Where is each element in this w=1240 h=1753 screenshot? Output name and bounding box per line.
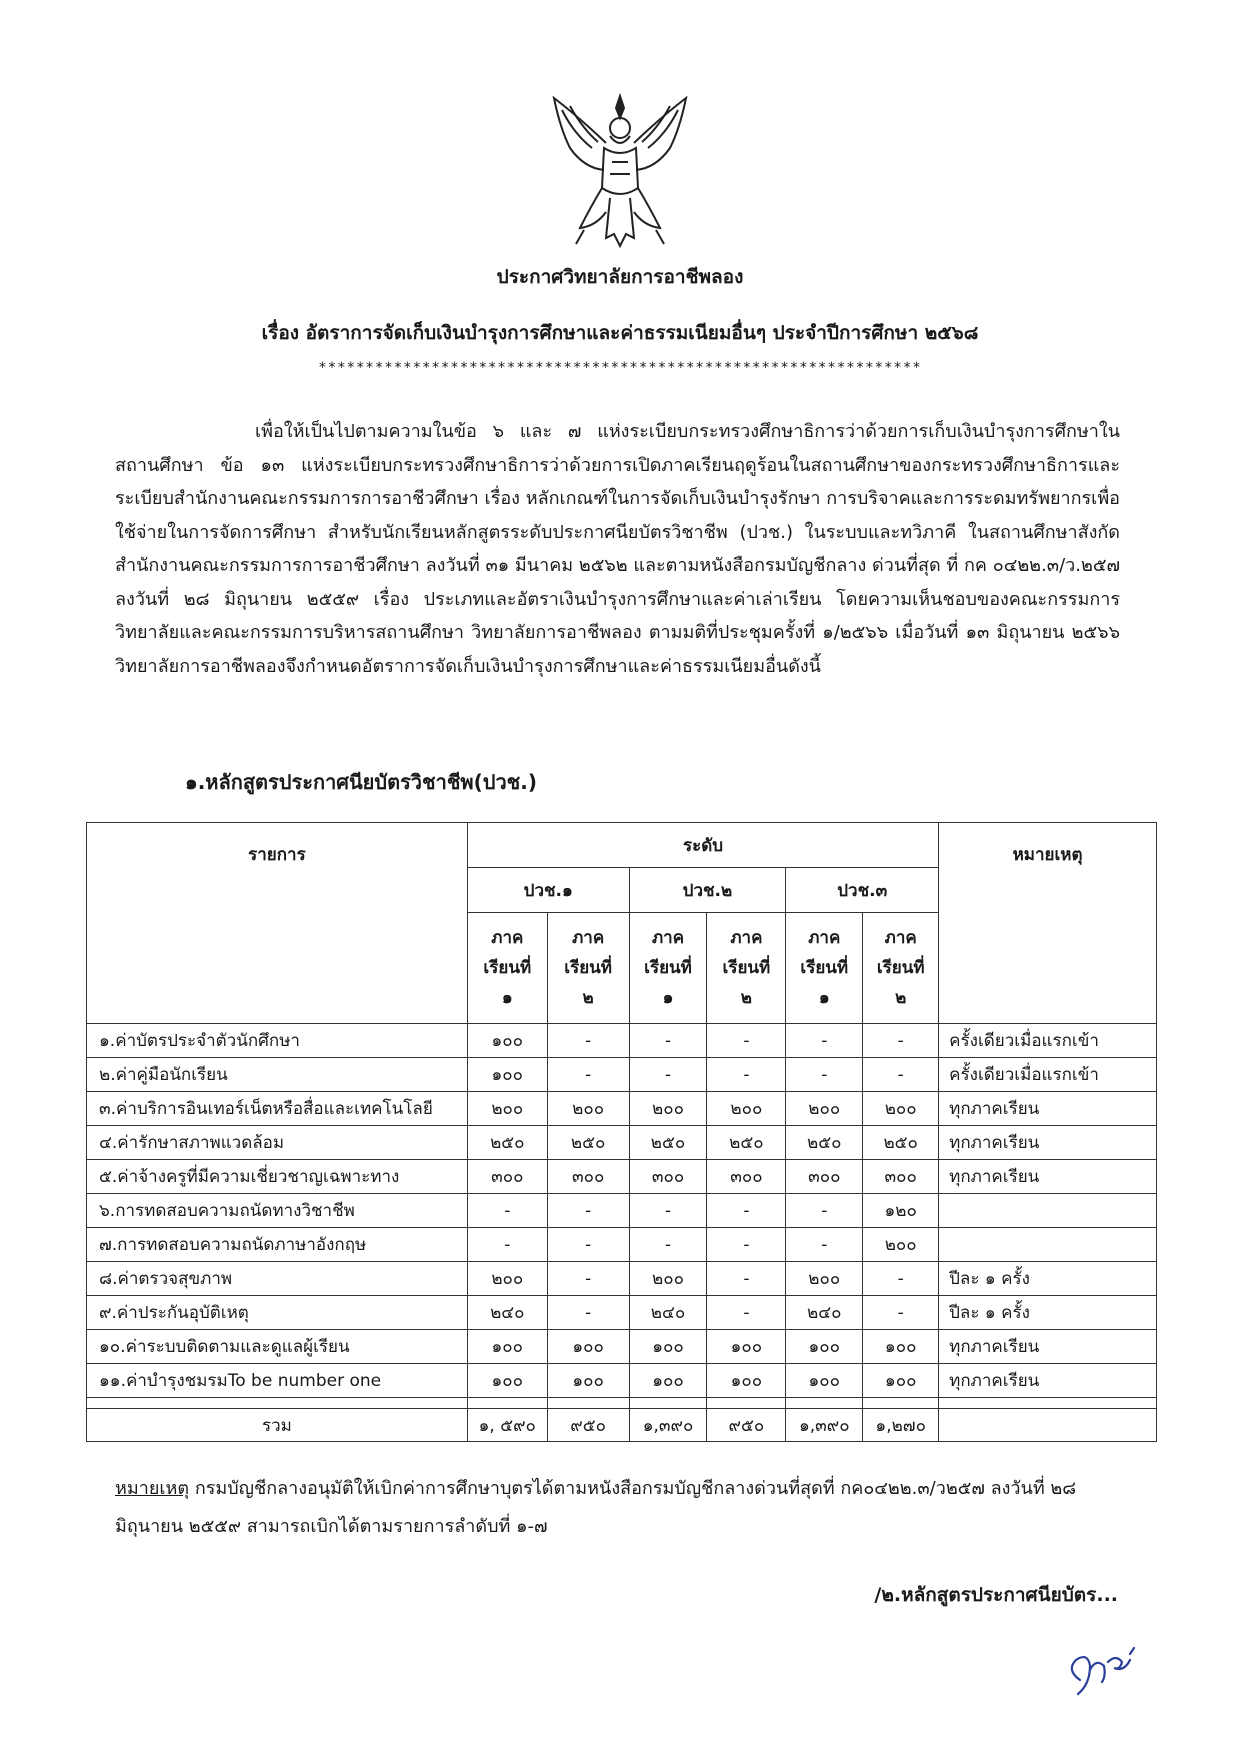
total-label: รวม — [87, 1409, 468, 1442]
row-item-label: ๔.ค่ารักษาสภาพแวดล้อม — [87, 1126, 468, 1160]
row-fee-value: ๒๔๐ — [629, 1296, 707, 1330]
row-fee-value: ๓๐๐ — [629, 1160, 707, 1194]
row-fee-value: ๒๐๐ — [707, 1092, 786, 1126]
total-value: ๑,๓๙๐ — [629, 1409, 707, 1442]
row-note — [939, 1228, 1157, 1262]
row-item-label: ๓.ค่าบริการอินเทอร์เน็ตหรือสื่อและเทคโนโลยี — [87, 1092, 468, 1126]
garuda-emblem-icon — [540, 88, 700, 256]
total-value: ๑,๒๗๐ — [863, 1409, 939, 1442]
row-fee-value: - — [707, 1194, 786, 1228]
row-item-label: ๖.การทดสอบความถนัดทางวิชาชีพ — [87, 1194, 468, 1228]
row-fee-value: - — [707, 1024, 786, 1058]
row-fee-value: ๒๐๐ — [863, 1092, 939, 1126]
header-term — [547, 913, 629, 1024]
spacer-cell — [863, 1398, 939, 1409]
spacer-cell — [547, 1398, 629, 1409]
row-fee-value: ๓๐๐ — [707, 1160, 786, 1194]
announcement-body — [115, 415, 1120, 683]
institution-title: ประกาศวิทยาลัยการอาชีพลอง — [496, 266, 744, 288]
row-note: ทุกภาคเรียน — [939, 1160, 1157, 1194]
row-fee-value: - — [786, 1024, 863, 1058]
spacer-cell — [467, 1398, 547, 1409]
header-term-line: ภาค — [572, 928, 605, 948]
row-fee-value: - — [707, 1058, 786, 1092]
header-term-line: ๒ — [895, 988, 907, 1008]
header-term — [786, 913, 863, 1024]
header-term — [467, 913, 547, 1024]
row-fee-value: ๒๕๐ — [786, 1126, 863, 1160]
body-paragraph: เพื่อให้เป็นไปตามความในข้อ ๖ และ ๗ แห่งระเบียบกระทรวงศึกษาธิการว่าด้วยการเก็บเงินบำรุงการศึกษาในสถานศึกษา ข้อ ๑๓ แห่งระเบียบกระทรวงศึกษาธิการว่าด้วยการเปิดภาคเรียนฤดูร้อนในสถานศึกษาของกระทรวงศึกษาธิการและ ระเบียบสำนักงานคณะกรรมการการอาชีวศึกษา เรื่อง หลักเกณฑ์ในการจัดเก็บเงินบำรุงรักษา การบริจาคและการระดมทรัพยากรเพื่อใช้จ่ายในการจัดการศึกษา สำหรับนักเรียนหลักสูตรระดับประกาศนียบัตรวิชาชีพ (ปวช.) ในระบบและทวิภาคี ในสถานศึกษาสังกัดสำนักงานคณะกรรมการการอาชีวศึกษา ลงวันที่ ๓๑ มีนาคม ๒๕๖๒ และตามหนังสือกรมบัญชีกลาง ด่วนที่สุด ที่ กค ๐๔๒๒.๓/ว.๒๕๗ ลงวันที่ ๒๘ มิถุนายน ๒๕๕๙ เรื่อง ประเภทและอัตราเงินบำรุงการศึกษาและค่าเล่าเรียน โดยความเห็นชอบของคณะกรรมการวิทยาลัยและคณะกรรมการบริหารสถานศึกษา วิทยาลัยการอาชีพลอง ตามมติที่ประชุมครั้งที่ ๑/๒๕๖๖ เมื่อวันที่ ๑๓ มิถุนายน ๒๕๖๖ วิทยาลัยการอาชีพลองจึงกำหนดอัตราการจัดเก็บเงินบำรุงการศึกษาและค่าธรรมเนียมอื่นดังนี้ — [115, 421, 1120, 677]
row-fee-value: ๑๐๐ — [467, 1364, 547, 1398]
row-fee-value: - — [547, 1058, 629, 1092]
row-fee-value: ๓๐๐ — [786, 1160, 863, 1194]
total-value: ๑, ๕๙๐ — [467, 1409, 547, 1442]
row-fee-value: ๑๐๐ — [863, 1330, 939, 1364]
row-fee-value: ๑๐๐ — [467, 1024, 547, 1058]
header-term — [707, 913, 786, 1024]
row-fee-value: - — [707, 1228, 786, 1262]
row-fee-value: ๒๐๐ — [786, 1262, 863, 1296]
row-fee-value: ๒๕๐ — [629, 1126, 707, 1160]
row-note: ทุกภาคเรียน — [939, 1126, 1157, 1160]
row-fee-value: - — [467, 1194, 547, 1228]
header-term-line: ภาค — [651, 928, 685, 948]
spacer-cell — [786, 1398, 863, 1409]
table-row — [87, 1296, 1157, 1330]
footnote-label: หมายเหตุ — [115, 1478, 190, 1499]
footnote-text: กรมบัญชีกลางอนุมัติให้เบิกค่าการศึกษาบุตรได้ตามหนังสือกรมบัญชีกลางด่วนที่สุดที่ กค๐๔๒๒.๓/ว๒๕๗ ลงวันที่ ๒๘ มิถุนายน ๒๕๕๙ สามารถเบิกได้ตามรายการลำดับที่ ๑-๗ — [115, 1478, 1077, 1537]
header-term-line: เรียนที่ — [800, 958, 849, 978]
row-fee-value: - — [467, 1228, 547, 1262]
row-fee-value: - — [786, 1228, 863, 1262]
total-value: ๙๕๐ — [547, 1409, 629, 1442]
header-term-line: ๑ — [818, 988, 830, 1008]
row-fee-value: - — [863, 1262, 939, 1296]
table-row — [87, 1262, 1157, 1296]
table-row — [87, 1364, 1157, 1398]
table-row — [87, 1160, 1157, 1194]
row-item-label: ๑๐.ค่าระบบติดตามและดูแลผู้เรียน — [87, 1330, 468, 1364]
row-fee-value: - — [786, 1058, 863, 1092]
row-fee-value: ๑๐๐ — [629, 1364, 707, 1398]
header-term-line: ภาค — [491, 928, 524, 948]
row-note: ปีละ ๑ ครั้ง — [939, 1262, 1157, 1296]
row-item-label: ๕.ค่าจ้างครูที่มีความเชี่ยวชาญเฉพาะทาง — [87, 1160, 468, 1194]
row-fee-value: ๒๐๐ — [786, 1092, 863, 1126]
header-year: ปวช.๒ — [629, 868, 786, 913]
row-fee-value: - — [547, 1024, 629, 1058]
header-term-line: ภาค — [884, 928, 917, 948]
continued-marker: /๒.หลักสูตรประกาศนียบัตร... — [874, 1584, 1118, 1606]
total-value: ๑,๓๙๐ — [786, 1409, 863, 1442]
row-fee-value: ๑๐๐ — [863, 1364, 939, 1398]
fee-table-body — [87, 1024, 1157, 1409]
header-term-line: เรียนที่ — [483, 958, 532, 978]
row-fee-value: ๓๐๐ — [467, 1160, 547, 1194]
total-value: ๙๕๐ — [707, 1409, 786, 1442]
table-row — [87, 1058, 1157, 1092]
row-item-label: ๘.ค่าตรวจสุขภาพ — [87, 1262, 468, 1296]
row-fee-value: ๒๐๐ — [863, 1228, 939, 1262]
table-row — [87, 1092, 1157, 1126]
spacer-cell — [87, 1398, 468, 1409]
header-term-line: เรียนที่ — [564, 958, 612, 978]
row-fee-value: ๑๒๐ — [863, 1194, 939, 1228]
row-item-label: ๙.ค่าประกันอุบัติเหตุ — [87, 1296, 468, 1330]
header-term-line: เรียนที่ — [722, 958, 771, 978]
row-fee-value: - — [547, 1262, 629, 1296]
row-item-label: ๑.ค่าบัตรประจำตัวนักศึกษา — [87, 1024, 468, 1058]
row-fee-value: ๒๐๐ — [629, 1092, 707, 1126]
row-fee-value: ๑๐๐ — [547, 1330, 629, 1364]
row-note: ทุกภาคเรียน — [939, 1092, 1157, 1126]
row-fee-value: ๓๐๐ — [863, 1160, 939, 1194]
header-level: ระดับ — [467, 823, 938, 868]
row-fee-value: - — [863, 1296, 939, 1330]
spacer-cell — [707, 1398, 786, 1409]
row-note: ครั้งเดียวเมื่อแรกเข้า — [939, 1058, 1157, 1092]
row-fee-value: - — [629, 1228, 707, 1262]
table-row — [87, 1024, 1157, 1058]
spacer-cell — [939, 1398, 1157, 1409]
row-fee-value: ๒๔๐ — [786, 1296, 863, 1330]
row-fee-value: ๑๐๐ — [467, 1058, 547, 1092]
row-fee-value: - — [547, 1194, 629, 1228]
row-fee-value: ๒๕๐ — [547, 1126, 629, 1160]
header-term — [863, 913, 939, 1024]
row-note: ทุกภาคเรียน — [939, 1330, 1157, 1364]
total-note-cell — [939, 1409, 1157, 1442]
row-fee-value: ๑๐๐ — [786, 1364, 863, 1398]
header-term-line: ภาค — [808, 928, 841, 948]
row-item-label: ๑๑.ค่าบำรุงชมรมTo be number one — [87, 1364, 468, 1398]
row-item-label: ๒.ค่าคู่มือนักเรียน — [87, 1058, 468, 1092]
section-title: ๑.หลักสูตรประกาศนียบัตรวิชาชีพ(ปวช.) — [185, 770, 537, 794]
header-term-line: ๒ — [740, 988, 752, 1008]
row-fee-value: ๒๕๐ — [707, 1126, 786, 1160]
fee-table — [86, 822, 1157, 1442]
row-note: ปีละ ๑ ครั้ง — [939, 1296, 1157, 1330]
row-note: ทุกภาคเรียน — [939, 1364, 1157, 1398]
row-fee-value: ๑๐๐ — [707, 1330, 786, 1364]
header-year: ปวช.๓ — [786, 868, 939, 913]
row-fee-value: - — [629, 1194, 707, 1228]
header-term — [629, 913, 707, 1024]
row-fee-value: - — [707, 1262, 786, 1296]
header-term-line: เรียนที่ — [644, 958, 692, 978]
row-fee-value: ๑๐๐ — [707, 1364, 786, 1398]
row-fee-value: ๓๐๐ — [547, 1160, 629, 1194]
row-fee-value: - — [707, 1296, 786, 1330]
row-fee-value: ๒๐๐ — [467, 1262, 547, 1296]
signature-initials — [1060, 1640, 1150, 1700]
row-fee-value: ๒๐๐ — [467, 1092, 547, 1126]
row-fee-value: ๑๐๐ — [547, 1364, 629, 1398]
row-fee-value: ๑๐๐ — [786, 1330, 863, 1364]
table-row — [87, 1228, 1157, 1262]
footnote — [115, 1470, 1125, 1546]
row-fee-value: - — [547, 1228, 629, 1262]
header-term-line: ๑ — [662, 988, 674, 1008]
row-fee-value: - — [863, 1024, 939, 1058]
header-item: รายการ — [87, 823, 468, 1024]
row-fee-value: - — [863, 1058, 939, 1092]
row-fee-value: ๑๐๐ — [467, 1330, 547, 1364]
row-fee-value: - — [547, 1296, 629, 1330]
row-fee-value: ๒๐๐ — [547, 1092, 629, 1126]
total-row — [87, 1409, 1157, 1442]
header-term-line: ๑ — [501, 988, 513, 1008]
row-fee-value: ๑๐๐ — [629, 1330, 707, 1364]
row-fee-value: - — [629, 1024, 707, 1058]
table-row — [87, 1194, 1157, 1228]
table-spacer-row — [87, 1398, 1157, 1409]
header-year: ปวช.๑ — [467, 868, 629, 913]
separator-line: **************************************************************** — [318, 360, 922, 376]
table-row — [87, 1126, 1157, 1160]
header-note: หมายเหตุ — [939, 823, 1157, 1024]
header-term-line: ภาค — [730, 928, 763, 948]
row-fee-value: - — [786, 1194, 863, 1228]
row-fee-value: ๒๐๐ — [629, 1262, 707, 1296]
header-term-line: เรียนที่ — [876, 958, 925, 978]
row-fee-value: - — [629, 1058, 707, 1092]
row-fee-value: ๒๔๐ — [467, 1296, 547, 1330]
row-fee-value: ๒๕๐ — [467, 1126, 547, 1160]
row-fee-value: ๒๕๐ — [863, 1126, 939, 1160]
row-note — [939, 1194, 1157, 1228]
row-item-label: ๗.การทดสอบความถนัดภาษาอังกฤษ — [87, 1228, 468, 1262]
row-note: ครั้งเดียวเมื่อแรกเข้า — [939, 1024, 1157, 1058]
announcement-subject: เรื่อง อัตราการจัดเก็บเงินบำรุงการศึกษาและค่าธรรมเนียมอื่นๆ ประจำปีการศึกษา ๒๕๖๘ — [261, 322, 979, 344]
table-row — [87, 1330, 1157, 1364]
spacer-cell — [629, 1398, 707, 1409]
header-term-line: ๒ — [582, 988, 594, 1008]
